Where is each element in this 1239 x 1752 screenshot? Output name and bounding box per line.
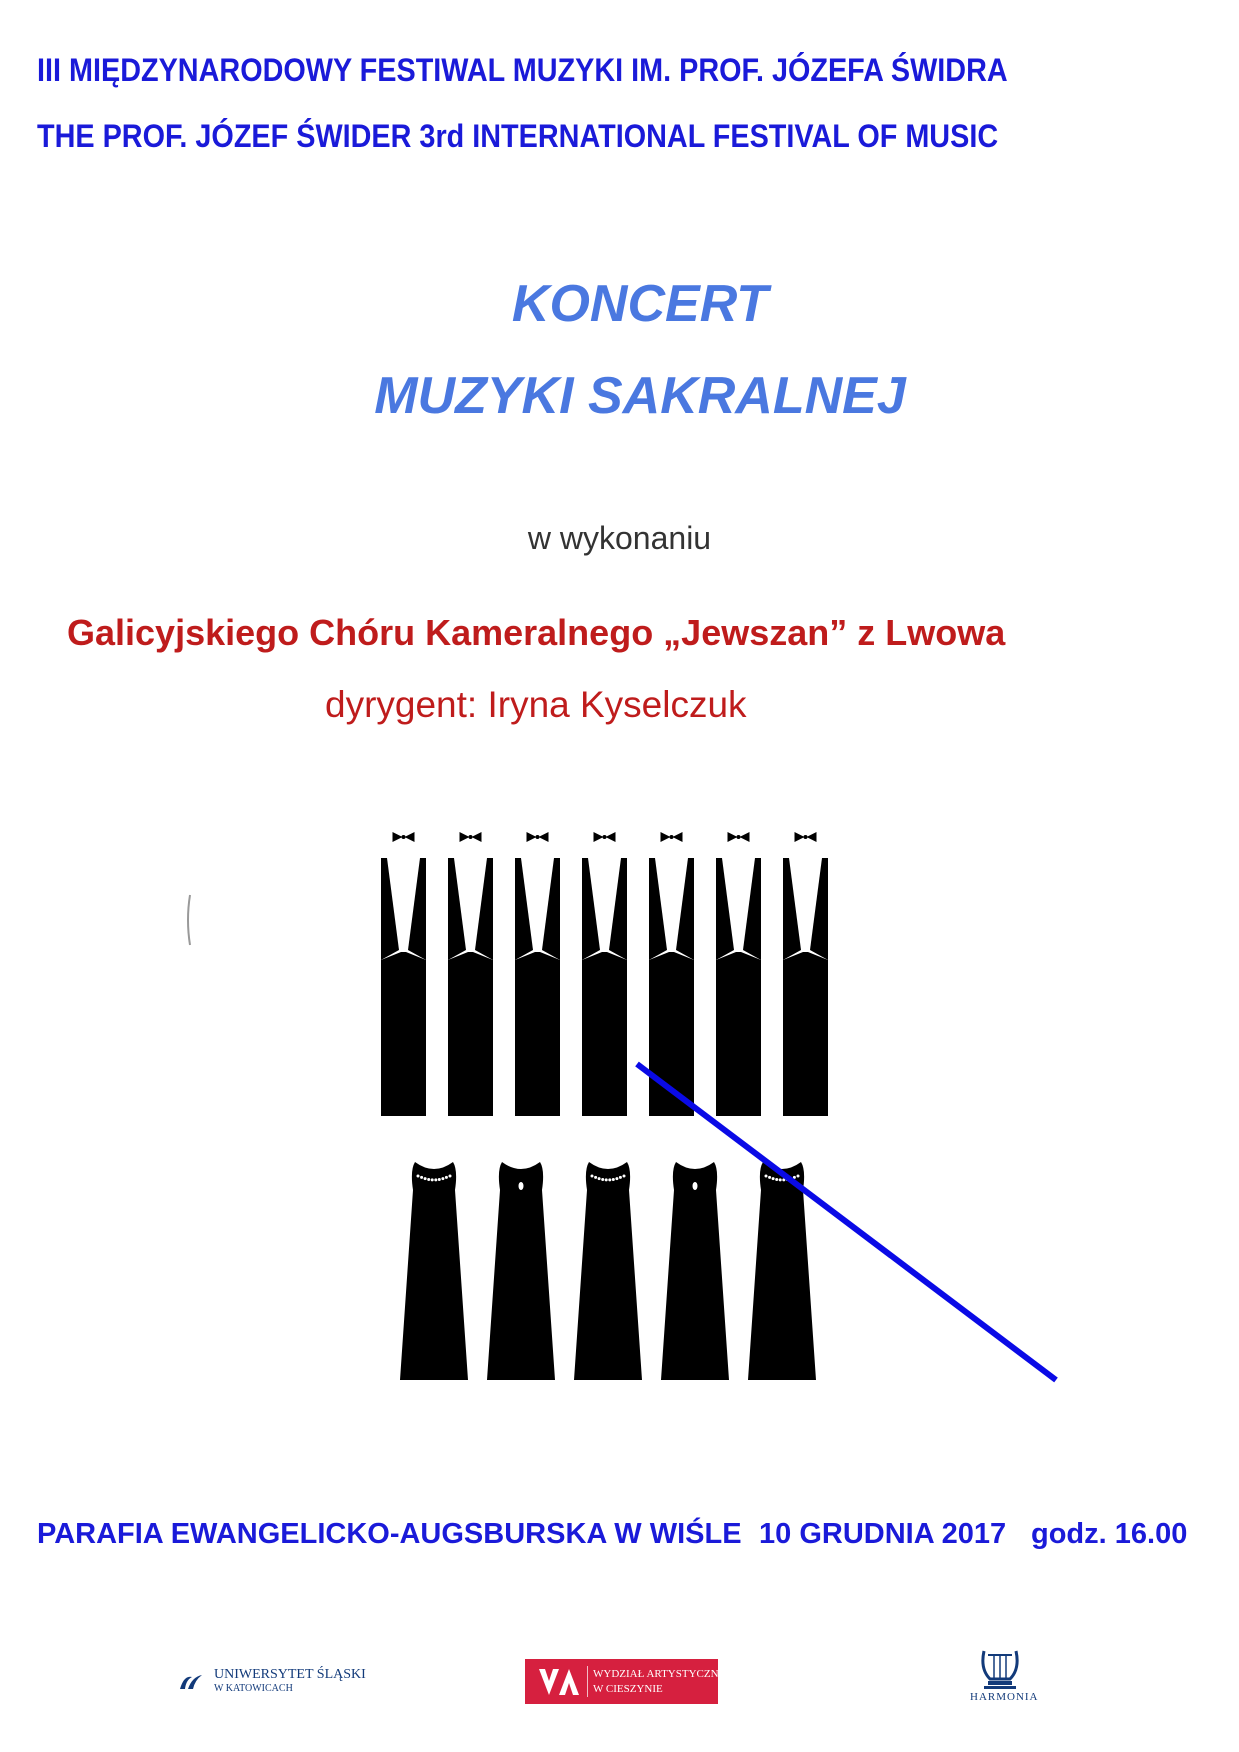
male-singer xyxy=(649,832,694,1116)
jacket-lapel-left xyxy=(448,858,466,960)
gown xyxy=(400,1162,468,1380)
faculty-emblem-icon xyxy=(537,1667,583,1697)
jacket-lapel-left xyxy=(515,858,533,960)
jacket-lapel-right xyxy=(743,858,761,960)
jacket-body xyxy=(448,952,493,1116)
conductor-name: dyrygent: Iryna Kyselczuk xyxy=(325,684,747,725)
male-singer xyxy=(716,832,761,1116)
jacket-lapel-left xyxy=(381,858,399,960)
stray-mark xyxy=(188,895,190,945)
university-name: UNIWERSYTET ŚLĄSKI xyxy=(214,1667,366,1682)
event-time: godz. 16.00 xyxy=(1031,1518,1188,1550)
jacket-lapel-right xyxy=(475,858,493,960)
faculty-logo-divider xyxy=(587,1666,588,1697)
women-row xyxy=(400,1162,816,1380)
faculty-logo xyxy=(525,1659,727,1704)
jacket-body xyxy=(381,952,426,1116)
jacket-lapel-right xyxy=(609,858,627,960)
male-singer xyxy=(783,832,828,1116)
festival-title-polish: III MIĘDZYNARODOWY FESTIWAL MUZYKI IM. PROF. JÓZEFA ŚWIDRA xyxy=(37,52,1008,88)
jacket-body xyxy=(515,952,560,1116)
jacket-lapel-right xyxy=(408,858,426,960)
gown xyxy=(487,1162,555,1380)
male-singer xyxy=(515,832,560,1116)
harmonia-logo xyxy=(970,1645,1039,1709)
jacket-lapel-left xyxy=(783,858,801,960)
jacket-lapel-left xyxy=(716,858,734,960)
jacket-body xyxy=(582,952,627,1116)
male-singer xyxy=(448,832,493,1116)
university-city: W KATOWICACH xyxy=(214,1683,293,1694)
faculty-name: WYDZIAŁ ARTYSTYCZNY xyxy=(593,1668,727,1680)
jacket-lapel-right xyxy=(676,858,694,960)
jacket-body xyxy=(716,952,761,1116)
festival-title-english: THE PROF. JÓZEF ŚWIDER 3rd INTERNATIONAL FESTIVAL OF MUSIC xyxy=(37,118,999,154)
female-singer xyxy=(487,1162,555,1380)
female-singer xyxy=(661,1162,729,1380)
female-singer xyxy=(400,1162,468,1380)
venue: PARAFIA EWANGELICKO-AUGSBURSKA W WIŚLE xyxy=(37,1518,742,1550)
lyre-icon xyxy=(970,1645,1030,1691)
university-emblem-icon xyxy=(178,1671,204,1693)
jacket-body xyxy=(783,952,828,1116)
jacket-lapel-right xyxy=(542,858,560,960)
concert-title-line1: KONCERT xyxy=(511,275,769,333)
male-singer xyxy=(381,832,426,1116)
jacket-lapel-left xyxy=(582,858,600,960)
jacket-lapel-right xyxy=(810,858,828,960)
event-date: 10 GRUDNIA 2017 xyxy=(759,1518,1007,1550)
choir-name: Galicyjskiego Chóru Kameralnego „Jewszan” z Lwowa xyxy=(67,612,1006,653)
men-row xyxy=(381,832,828,1116)
concert-title-line2: MUZYKI SAKRALNEJ xyxy=(374,367,906,425)
university-logo xyxy=(178,1667,368,1697)
gown xyxy=(574,1162,642,1380)
gown xyxy=(661,1162,729,1380)
female-singer xyxy=(574,1162,642,1380)
faculty-city: W CIESZYNIE xyxy=(593,1683,663,1695)
performed-by-label: w wykonaniu xyxy=(527,520,712,556)
male-singer xyxy=(582,832,627,1116)
harmonia-name: HARMONIA xyxy=(970,1691,1039,1703)
jacket-lapel-left xyxy=(649,858,667,960)
